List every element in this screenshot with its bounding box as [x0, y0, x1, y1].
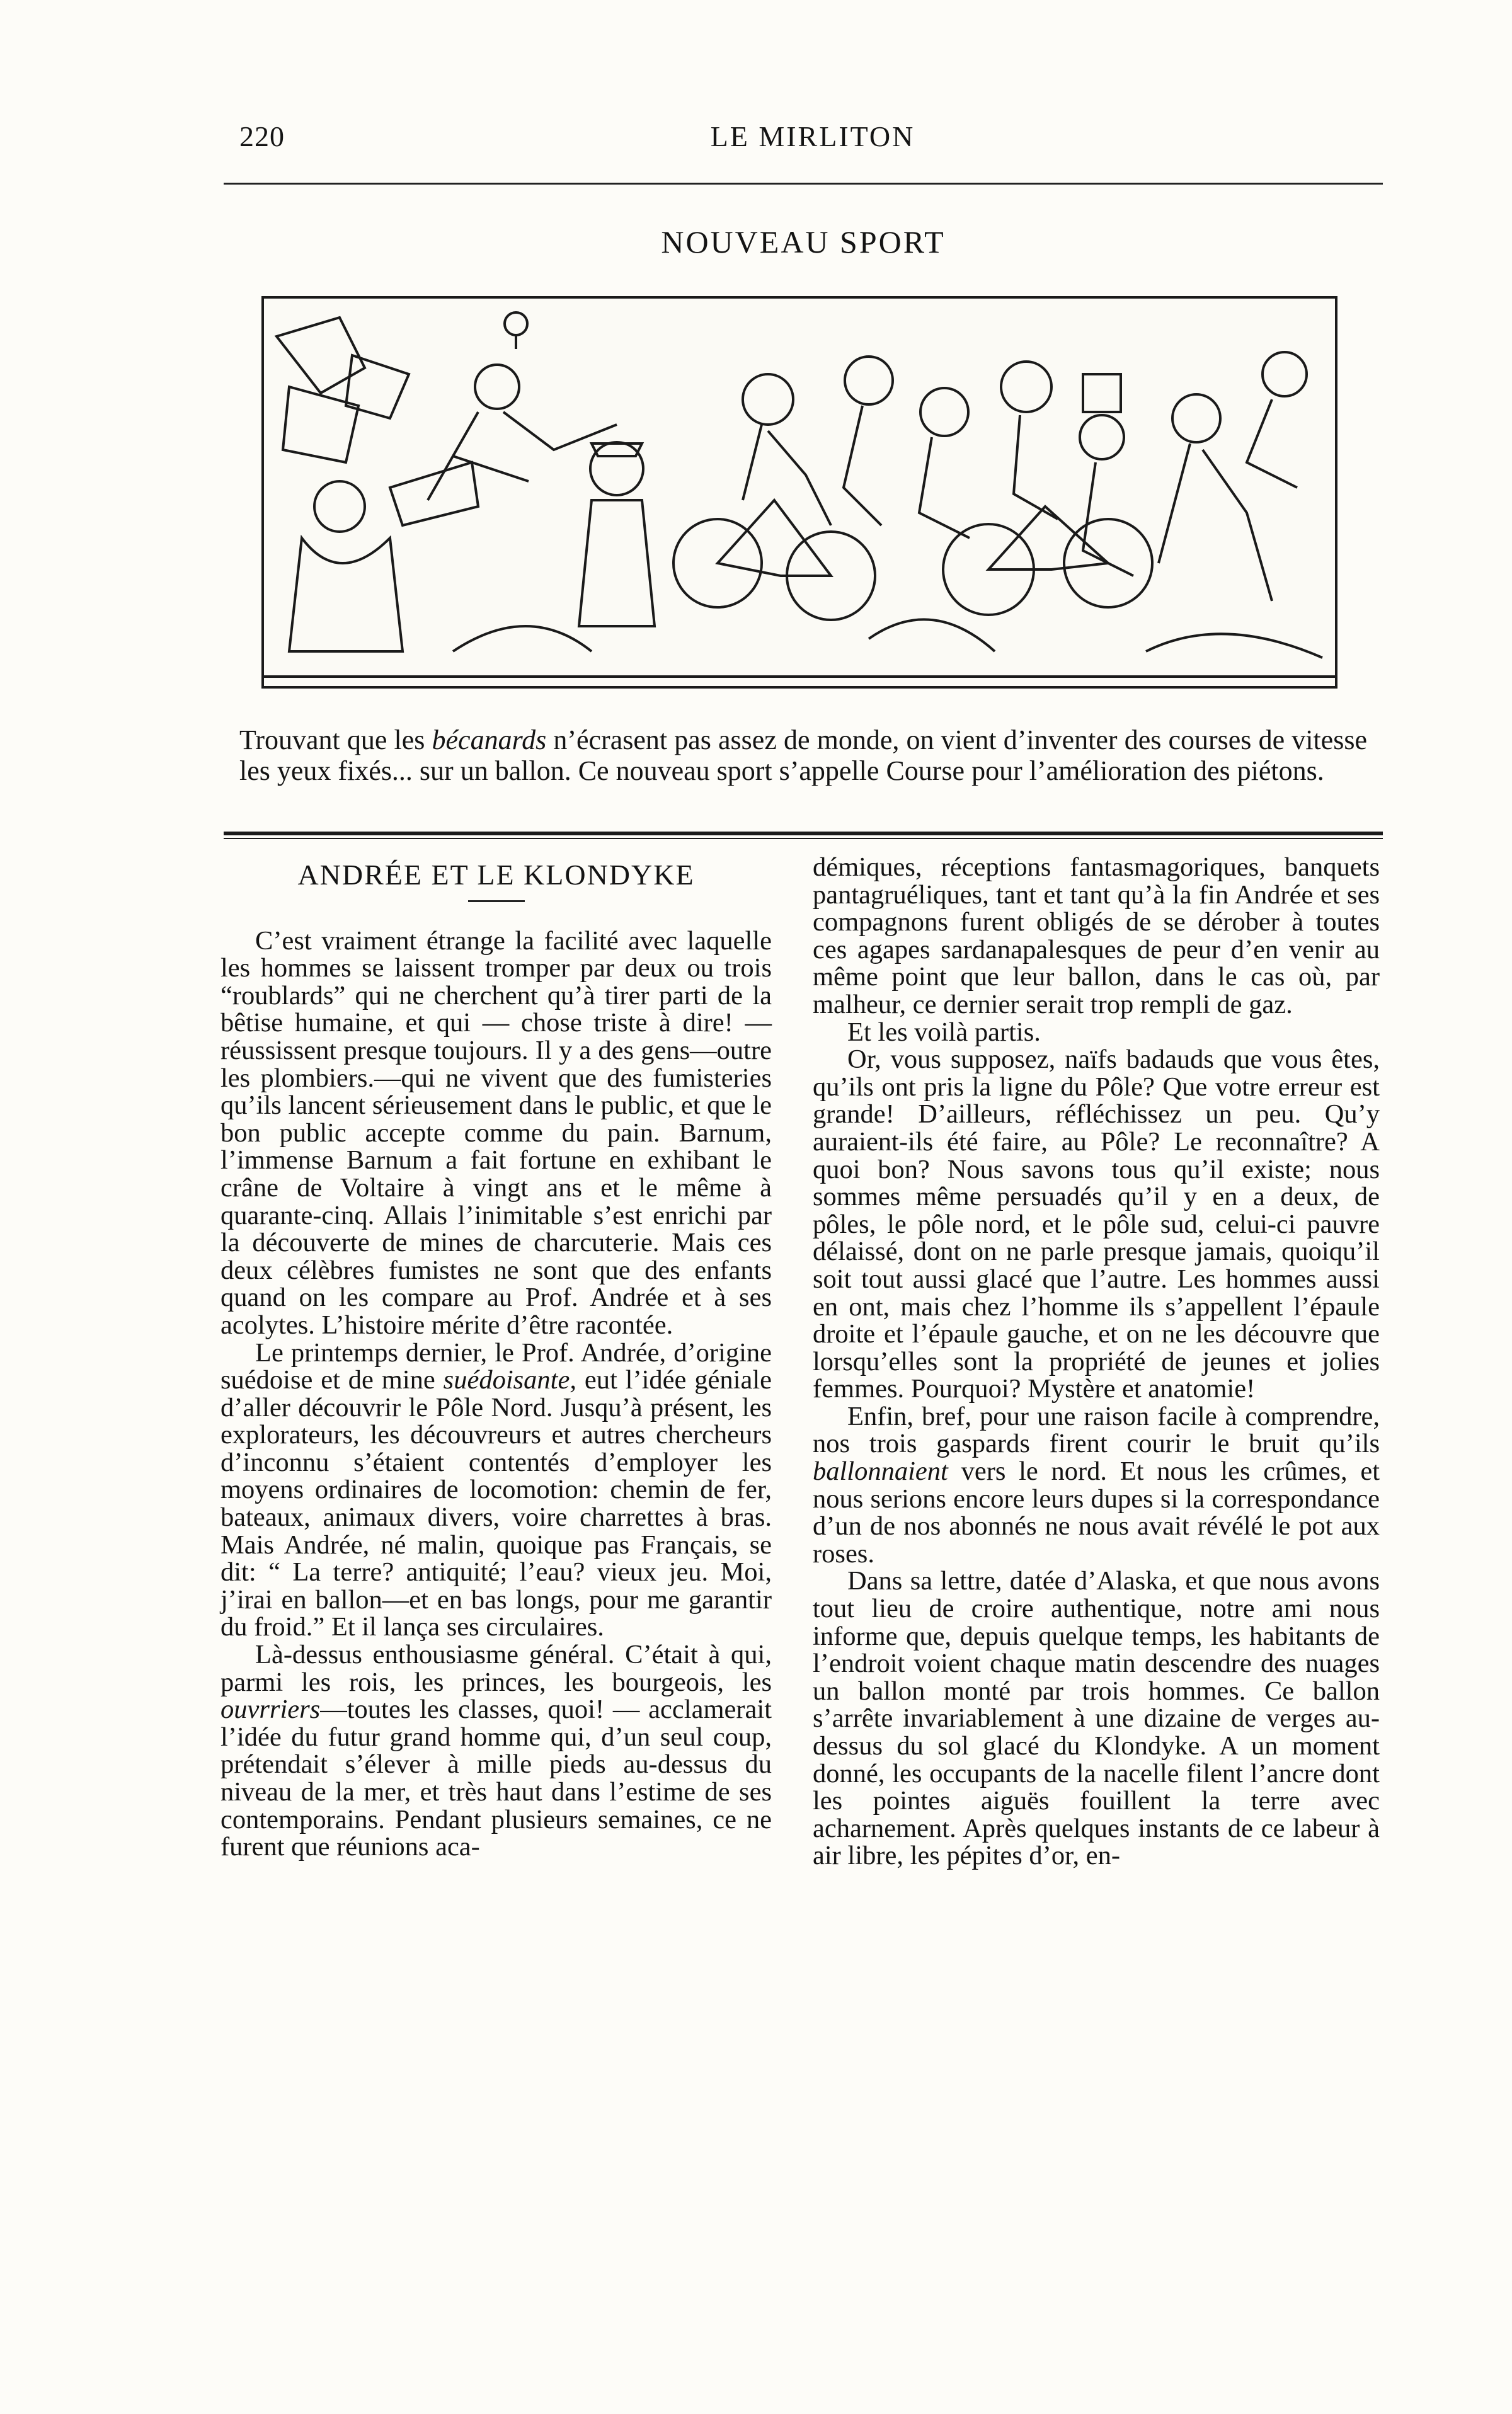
paragraph: démiques, réceptions fantasmagoriques, banquets pantagruéliques, tant et tant qu’à la fin Andrée et ses compagnons furent obligés de se dérober à toutes ces agapes sardanapalesques de peur d’en venir au même point que leur ballon, dans le cas où, par malheur, ce dernier serait trop rempli de gaz.: [813, 852, 1380, 1019]
paragraph-text: — acclamerait l’idée du futur grand homme qui, d’un seul coup, prétendait s’élever à mille pieds au-dessus du niveau de la mer, et très haut dans l’estime de ses contemporains. Pendant plusieurs semaines, ce ne furent que réunions aca-: [220, 1695, 772, 1862]
paragraph: Or, vous supposez, naïfs badauds que vous êtes, qu’ils ont pris la ligne du Pôle? Que votre erreur est grande! D’ailleurs, réfléchissez un peu. Qu’y auraient-ils été faire, au Pôle? Le reconnaître? A quoi bon? Nous savons tous qu’il existe; nous sommes même persuadés qu’il y en a deux, de pôles, le pôle nord, et le pôle sud, celui-ci pauvre délaissé, dont on ne parle presque jamais, quoiqu’il soit tout aussi glacé que l’autre. Les hommes aussi en ont, mais chez l’homme ils s’appellent l’épaule droite et l’épaule gauche, et on ne les découvre que lorsqu’elles sont la propriété de jeunes et jolies femmes. Pourquoi? Mystère et anatomie!: [813, 1044, 1380, 1404]
paragraph-text: Enfin, bref, pour une raison facile à comprendre, nos trois gaspards firent courir le bruit qu’ils: [813, 1401, 1380, 1459]
paragraph-text: —toutes les classes, quoi!: [320, 1695, 605, 1725]
article-title: ANDRÉE ET LE KLONDYKE: [297, 859, 695, 891]
paragraph: C’est vraiment étrange la facilité avec laquelle les hommes se laissent tromper par deux ou trois “roublards” qui ne cherchent qu’à tirer parti de la bêtise humaine, et qui — chose triste à dire! — réussissent presque toujours. Il y a des gens—outre les plombiers.—qui ne vivent que des fumisteries qu’ils lancent sérieusement dans le public, et que le bon public accepte comme du pain. Barnum, l’immense Barnum a fait fortune en exhibant le crâne de Voltaire à vingt ans et le même à quarante-cinq. Allais l’inimitable s’est enrichi par la découverte de mines de charcuterie. Mais ces deux célèbres fumistes ne sont que des enfants quand on les compare au Prof. Andrée et à ses acolytes. L’histoire mérite d’être racontée.: [220, 925, 772, 1340]
paragraph: Et les voilà partis.: [847, 1017, 1041, 1047]
article-column-left: [220, 854, 772, 1861]
section-title: NOUVEAU SPORT: [661, 224, 946, 260]
paragraph: Dans sa lettre, datée d’Alaska, et que nous avons tout lieu de croire authentique, notre ami nous informe que, depuis quelque temps, les habitants de l’endroit voient chaque matin descendre des nuages un ballon monté par trois hommes. Ce ballon s’arrête invariablement à une dizaine de verges au-dessus du sol glacé du Klondyke. A un moment donné, les occupants de la nacelle filent l’ancre dont les pointes aiguës fouillent la terre avec acharnement. Après quelques instants de ce labeur à air libre, les pépites d’or, en-: [813, 1566, 1380, 1871]
page-header: [239, 120, 1386, 170]
paragraph-text: vers le nord. Et nous les crûmes, et nous serions encore leurs dupes si la correspondance d’un de nos abonnés ne nous avait révélé le pot aux roses.: [813, 1456, 1380, 1569]
header-rule: [224, 183, 1383, 185]
italic-word: ouvrriers: [220, 1695, 321, 1725]
caption-text-end: n’écrasent pas assez de monde, on vient d’inventer des courses de vitesse les yeux fixés... sur un ballon. Ce nouveau sport s’appelle Course pour l’amélioration des piétons.: [239, 724, 1367, 786]
italic-word: suédoisante,: [443, 1365, 576, 1395]
paragraph-text: eut l’idée géniale d’aller découvrir le Pôle Nord. Jusqu’à présent, les explorateurs, les découvreurs et autres chercheurs d’inconnu s’étaient contentés d’employer les moyens ordinaires de locomotion: chemin de fer, bateaux, animaux divers, voire charrettes à bras. Mais Andrée, né malin, quoique pas Français, se dit: “ La terre? antiquité; l’eau? vieux jeu. Moi, j’irai en ballon—et en bas longs, pour me garantir du froid.” Et il lança ses circulaires.: [220, 1365, 772, 1642]
title-rule: [468, 900, 525, 902]
illustration-caption: [239, 724, 1367, 786]
paragraph: [220, 1641, 772, 1861]
section-divider: [224, 832, 1383, 839]
paragraph: [220, 1339, 772, 1642]
italic-word: ballonnaient: [813, 1456, 948, 1487]
caption-text-start: Trouvant que les: [239, 724, 432, 755]
article-column-right: [813, 854, 1380, 1870]
page-number: 220: [239, 120, 285, 152]
paragraph: [813, 1403, 1380, 1568]
journal-title: LE MIRLITON: [710, 120, 915, 152]
cartoon-illustration: [261, 296, 1337, 689]
paragraph-text: Là-dessus enthousiasme général. C’était à qui, parmi les rois, les princes, les bourgeois, les: [220, 1640, 772, 1697]
paragraph-text: Le printemps dernier, le Prof. Andrée, d’origine suédoise et de mine: [220, 1337, 772, 1395]
cartoon-illustration-icon: [264, 299, 1335, 686]
caption-italic-word: bécanards: [432, 724, 547, 755]
